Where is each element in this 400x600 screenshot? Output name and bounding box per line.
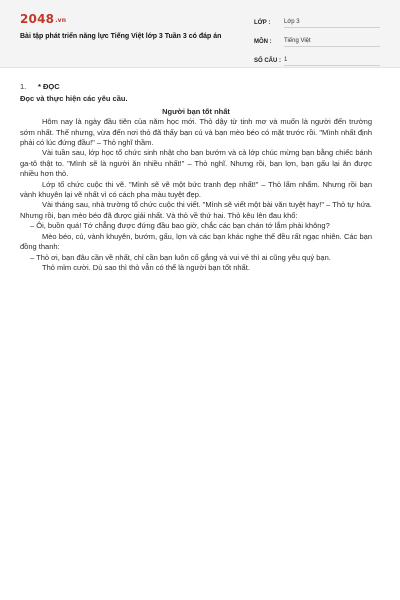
- passage-paragraph: – Thỏ ơi, bạn đâu cần về nhất, chỉ cần bạn luôn cố gắng và vui vẻ thì ai cũng yêu quý bạn.: [30, 252, 331, 262]
- meta-row-class: [254, 14, 380, 28]
- meta-value: 1: [284, 57, 380, 66]
- question-header: [20, 82, 372, 92]
- question-content: [20, 82, 372, 273]
- page-header: [0, 0, 400, 68]
- logo-suffix: .vn: [55, 17, 67, 24]
- passage-paragraph: Thỏ mỉm cười. Dù sao thì thỏ vẫn có thể là người bạn tốt nhất.: [42, 262, 250, 272]
- meta-value: Lớp 3: [284, 19, 380, 28]
- passage-title: Người bạn tốt nhất: [162, 106, 230, 116]
- meta-row-question-count: [254, 52, 380, 66]
- question-number: 1.: [20, 82, 27, 91]
- logo-main: 2048: [20, 12, 55, 26]
- passage-paragraph: Mèo béo, cú, vành khuyên, bướm, gấu, lợn và các bạn khác nghe thế đều rất ngạc nhiên. Các bạn đồng thanh:: [20, 231, 372, 252]
- meta-value: Tiếng Việt: [284, 38, 380, 47]
- passage-paragraph: Vài tuần sau, lớp học tổ chức sinh nhật cho bạn bướm và cả lớp chúc mừng bạn bằng chiếc bánh ga-tô thật to. "Mình sẽ là người ăn nhiều nhất!" – Thỏ nghĩ. Nhưng rồi, bạn lợn, bạn gấu lại ăn được nhiều hơn thỏ.: [20, 148, 372, 179]
- meta-info: [254, 14, 380, 71]
- meta-label: MÔN :: [254, 39, 272, 45]
- site-logo[interactable]: [20, 12, 66, 26]
- document-title: Bài tập phát triển năng lực Tiếng Việt lớp 3 Tuần 3 có đáp án: [20, 33, 222, 40]
- question-heading: * ĐỌC: [38, 82, 60, 91]
- passage-paragraph: Vài tháng sau, nhà trường tổ chức cuộc thi viết. "Mình sẽ viết một bài văn tuyệt hay!" – Thỏ tự hứa. Nhưng rồi, bạn mèo béo đã được giải nhất. Và thỏ về thứ hai. Thỏ kêu lên đau khổ:: [20, 200, 372, 220]
- meta-row-subject: [254, 33, 380, 47]
- passage-paragraph: – Ôi, buồn quá! Tớ chẳng được đứng đầu bao giờ, chắc các bạn chán tớ lắm phải không?: [30, 221, 330, 231]
- passage-paragraph: Hôm nay là ngày đầu tiên của năm học mới. Thỏ dậy từ tinh mơ và muốn là người đến trường sớm nhất. Thế nhưng, vừa đến nơi thỏ đã thấy bạn cú và bạn mèo béo có mặt trước rồi. "Mình nhất định phải có lúc đứng đầu!" – Thỏ nghĩ thầm.: [20, 117, 372, 148]
- meta-label: SỐ CÂU :: [254, 58, 281, 64]
- instruction-text: Đọc và thực hiện các yêu cầu.: [20, 94, 128, 104]
- passage-paragraph: Lớp tổ chức cuộc thi vẽ. "Mình sẽ vẽ một bức tranh đẹp nhất!" – Thỏ lẩm nhẩm. Nhưng rồi bạn vành khuyên lại vẽ nhất vì có cách pha màu tuyệt đẹp.: [20, 179, 372, 200]
- meta-label: LỚP :: [254, 20, 271, 26]
